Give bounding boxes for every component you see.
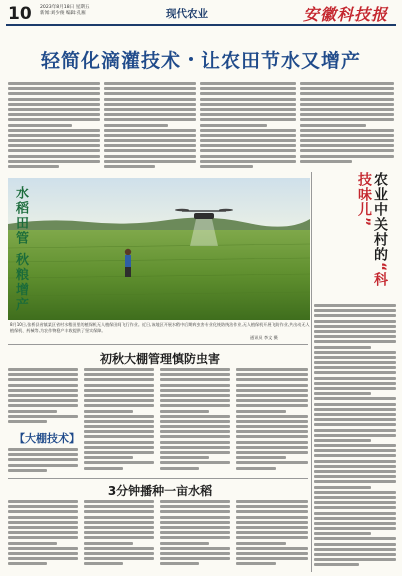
text-line <box>160 420 230 423</box>
text-line <box>84 526 154 529</box>
text-line <box>84 536 154 539</box>
text-line <box>236 420 308 423</box>
text-line <box>314 413 396 416</box>
text-line <box>300 82 394 85</box>
rice-article-col-1 <box>8 500 78 572</box>
text-line <box>314 423 396 426</box>
text-line <box>200 139 296 142</box>
text-line <box>8 542 57 545</box>
text-line <box>160 467 199 470</box>
text-line <box>314 543 396 546</box>
text-line <box>314 491 396 494</box>
text-line <box>8 453 78 456</box>
text-line <box>84 446 154 449</box>
text-line <box>200 149 296 152</box>
text-line <box>104 108 196 111</box>
text-line <box>200 129 296 132</box>
text-line <box>236 368 308 371</box>
text-line <box>160 378 230 381</box>
text-line <box>314 454 396 457</box>
photo-credit: 通讯员 李文 摄 <box>250 335 278 340</box>
text-line <box>200 124 267 127</box>
text-line <box>236 467 276 470</box>
text-line <box>8 118 100 121</box>
text-line <box>104 165 155 168</box>
text-line <box>8 87 100 90</box>
text-line <box>84 500 154 503</box>
text-line <box>8 536 78 539</box>
headline-part-1: 轻简化滴灌技术 <box>40 49 181 72</box>
text-line <box>84 441 154 444</box>
text-line <box>314 325 396 328</box>
photo-banner <box>12 186 40 313</box>
column-tag: 【大棚技术】 <box>14 432 80 445</box>
text-line <box>200 92 296 95</box>
text-line <box>8 92 100 95</box>
text-line <box>160 521 230 524</box>
text-line <box>104 149 196 152</box>
text-line <box>314 517 396 520</box>
greenhouse-article-col-4 <box>236 368 308 474</box>
masthead <box>0 0 402 42</box>
text-line <box>314 553 396 556</box>
text-line <box>300 118 394 121</box>
text-line <box>236 552 308 555</box>
text-line <box>160 399 230 402</box>
text-line <box>236 521 308 524</box>
text-line <box>8 149 100 152</box>
text-line <box>236 399 308 402</box>
text-line <box>314 480 396 483</box>
text-line <box>8 505 78 508</box>
text-line <box>314 444 396 447</box>
text-line <box>104 144 196 147</box>
text-line <box>8 469 47 472</box>
right-headline-prefix: 农业中关村的 <box>372 172 388 262</box>
text-line <box>84 415 154 418</box>
text-line <box>314 408 396 411</box>
text-line <box>8 458 78 461</box>
text-line <box>8 144 100 147</box>
text-line <box>160 456 209 459</box>
text-line <box>8 500 78 503</box>
text-line <box>300 144 394 147</box>
text-line <box>236 451 308 454</box>
text-line <box>314 382 396 385</box>
text-line <box>236 430 308 433</box>
text-line <box>236 435 308 438</box>
text-line <box>300 155 394 158</box>
text-line <box>200 155 296 158</box>
text-line <box>314 537 396 540</box>
text-line <box>300 92 394 95</box>
text-line <box>8 516 78 519</box>
text-line <box>8 108 100 111</box>
headline-dot <box>189 57 193 61</box>
text-line <box>160 410 209 413</box>
right-column-headline-text <box>356 172 388 302</box>
text-line <box>160 451 230 454</box>
text-line <box>84 531 154 534</box>
text-line <box>8 82 100 85</box>
right-headline-highlight: “科技味儿” <box>356 172 388 288</box>
text-line <box>236 516 308 519</box>
text-line <box>84 456 133 459</box>
text-line <box>314 366 396 369</box>
greenhouse-article-col-1 <box>8 368 78 426</box>
text-line <box>236 500 308 503</box>
issue-editors: 新闻:刘少俊 编辑:孔雁 <box>40 11 86 17</box>
text-line <box>200 160 296 163</box>
text-line <box>160 510 230 513</box>
text-line <box>84 516 154 519</box>
text-line <box>314 351 396 354</box>
issue-date: 2023年8月18日 星期五 <box>40 5 90 10</box>
text-line <box>300 134 394 137</box>
text-line <box>8 134 100 137</box>
lead-article-col-4 <box>300 82 394 170</box>
text-line <box>236 441 308 444</box>
text-line <box>84 467 123 470</box>
text-line <box>104 98 196 101</box>
text-line <box>84 552 154 555</box>
text-line <box>200 144 296 147</box>
text-line <box>104 134 196 137</box>
text-line <box>8 510 78 513</box>
text-line <box>160 384 230 387</box>
text-line <box>200 134 296 137</box>
article-headline-greenhouse: 初秋大棚管理慎防虫害 <box>99 352 220 366</box>
text-line <box>300 98 394 101</box>
text-line <box>314 330 396 333</box>
text-line <box>236 425 308 428</box>
text-line <box>160 557 230 560</box>
text-line <box>160 404 230 407</box>
text-line <box>314 403 396 406</box>
text-line <box>84 373 154 376</box>
lead-article-col-3 <box>200 82 296 174</box>
text-line <box>300 139 394 142</box>
text-line <box>160 389 230 392</box>
text-line <box>314 470 396 473</box>
text-line <box>200 87 296 90</box>
text-line <box>8 464 78 467</box>
text-line <box>8 448 78 451</box>
text-line <box>314 558 396 561</box>
text-line <box>8 124 72 127</box>
text-line <box>314 361 396 364</box>
text-line <box>160 500 230 503</box>
greenhouse-article-col-1b <box>8 448 78 474</box>
article-headline-rice-sowing: 3分钟播种一亩水稻 <box>107 484 213 498</box>
text-line <box>84 521 154 524</box>
top-rule <box>6 24 396 26</box>
text-line <box>84 461 154 464</box>
text-line <box>8 378 78 381</box>
section-divider-1 <box>8 344 308 345</box>
text-line <box>300 87 394 90</box>
text-line <box>236 373 308 376</box>
text-line <box>84 547 154 550</box>
text-line <box>314 392 371 395</box>
text-line <box>8 526 78 529</box>
text-line <box>160 425 230 428</box>
text-line <box>8 552 78 555</box>
text-line <box>314 465 396 468</box>
text-line <box>84 562 123 565</box>
text-line <box>314 563 359 566</box>
text-line <box>84 505 154 508</box>
text-line <box>84 425 154 428</box>
text-line <box>104 118 196 121</box>
photo-caption: 8月10日,张桥县省镇某区省村水稻田里的植保机无人植保田间飞行作业。近日,该地区开展水稻中后期病虫害专业化统防统治作业,无人植保机开展飞防作业,共出动无人植保机、药械等,为农作物稳产丰收提供了坚实保障。 <box>10 322 310 333</box>
text-line <box>160 446 230 449</box>
text-line <box>160 505 230 508</box>
text-line <box>160 531 230 534</box>
text-line <box>236 389 308 392</box>
text-line <box>236 461 308 464</box>
text-line <box>8 389 78 392</box>
text-line <box>236 557 308 560</box>
text-line <box>8 373 78 376</box>
text-line <box>236 456 286 459</box>
section-name: 现代农业 <box>166 8 208 20</box>
text-line <box>236 562 276 565</box>
text-line <box>84 430 154 433</box>
text-line <box>300 124 366 127</box>
text-line <box>84 410 133 413</box>
text-line <box>300 160 352 163</box>
text-line <box>84 404 154 407</box>
text-line <box>84 394 154 397</box>
right-column-headline <box>318 172 394 302</box>
text-line <box>236 536 308 539</box>
text-line <box>300 129 394 132</box>
text-line <box>8 562 47 565</box>
text-line <box>8 98 100 101</box>
text-line <box>8 394 78 397</box>
text-line <box>8 129 100 132</box>
text-line <box>236 542 286 545</box>
text-line <box>84 542 133 545</box>
text-line <box>160 526 230 529</box>
text-line <box>314 377 396 380</box>
text-line <box>8 113 100 116</box>
text-line <box>8 521 78 524</box>
text-line <box>314 397 396 400</box>
text-line <box>314 429 396 432</box>
text-line <box>314 527 396 530</box>
text-line <box>314 496 396 499</box>
greenhouse-article-col-3 <box>160 368 230 474</box>
text-line <box>8 139 100 142</box>
page-number: 10 <box>8 4 32 24</box>
text-line <box>104 103 196 106</box>
text-line <box>300 149 394 152</box>
text-line <box>236 446 308 449</box>
text-line <box>104 155 196 158</box>
text-line <box>314 304 396 307</box>
greenhouse-article-col-2 <box>84 368 154 474</box>
text-line <box>84 451 154 454</box>
text-line <box>104 160 196 163</box>
text-line <box>300 108 394 111</box>
text-line <box>200 113 296 116</box>
text-line <box>314 532 371 535</box>
text-line <box>314 309 396 312</box>
photo-banner-text: 水稻田管 秋粮增产 <box>13 186 28 313</box>
section-divider-2 <box>8 478 308 479</box>
lead-article-col-2 <box>104 82 196 174</box>
text-line <box>314 449 396 452</box>
rice-article-col-3 <box>160 500 230 572</box>
text-line <box>236 547 308 550</box>
text-line <box>8 415 78 418</box>
text-line <box>300 103 394 106</box>
text-line <box>160 415 230 418</box>
text-line <box>236 531 308 534</box>
text-line <box>8 399 78 402</box>
text-line <box>104 129 196 132</box>
text-line <box>314 340 396 343</box>
column-tag-word: 大棚技术 <box>25 432 69 445</box>
text-line <box>200 108 296 111</box>
text-line <box>84 384 154 387</box>
text-line <box>236 404 308 407</box>
main-headline <box>8 46 394 72</box>
issue-meta <box>40 5 89 18</box>
text-line <box>160 516 230 519</box>
text-line <box>314 346 371 349</box>
text-line <box>104 113 196 116</box>
text-line <box>84 510 154 513</box>
text-line <box>84 389 154 392</box>
text-line <box>160 547 230 550</box>
text-line <box>200 118 296 121</box>
text-line <box>314 548 396 551</box>
text-line <box>104 139 196 142</box>
text-line <box>160 461 230 464</box>
text-line <box>160 368 230 371</box>
text-line <box>160 430 230 433</box>
text-line <box>104 82 196 85</box>
headline-part-2: 让农田节水又增产 <box>201 49 362 72</box>
text-line <box>160 441 230 444</box>
text-line <box>160 542 209 545</box>
text-line <box>8 531 78 534</box>
text-line <box>84 420 154 423</box>
text-line <box>314 512 396 515</box>
paper-logo: 安徽科技报 <box>302 5 388 24</box>
text-line <box>8 420 47 423</box>
text-line <box>236 394 308 397</box>
text-line <box>8 165 59 168</box>
text-line <box>314 314 396 317</box>
text-line <box>84 378 154 381</box>
text-line <box>8 160 100 163</box>
text-line <box>314 356 396 359</box>
text-line <box>8 368 78 371</box>
feature-photo <box>8 178 310 320</box>
text-line <box>160 435 230 438</box>
text-line <box>160 394 230 397</box>
text-line <box>104 92 196 95</box>
text-line <box>236 526 308 529</box>
rice-article-col-4 <box>236 500 308 572</box>
text-line <box>160 552 230 555</box>
text-line <box>160 373 230 376</box>
text-line <box>236 384 308 387</box>
text-line <box>200 82 296 85</box>
text-line <box>200 98 296 101</box>
text-line <box>160 536 230 539</box>
lead-article-col-1 <box>8 82 100 174</box>
text-line <box>8 155 100 158</box>
text-line <box>314 506 396 509</box>
text-line <box>84 399 154 402</box>
text-line <box>314 439 371 442</box>
right-column-divider <box>311 172 312 572</box>
text-line <box>314 475 396 478</box>
text-line <box>314 460 396 463</box>
text-line <box>84 435 154 438</box>
text-line <box>314 501 396 504</box>
text-line <box>236 410 286 413</box>
text-line <box>104 87 196 90</box>
rice-field-drone-image <box>8 178 310 320</box>
rice-article-col-2 <box>84 500 154 572</box>
text-line <box>84 557 154 560</box>
text-line <box>236 415 308 418</box>
text-line <box>84 368 154 371</box>
text-line <box>300 113 394 116</box>
text-line <box>8 557 78 560</box>
text-line <box>314 434 396 437</box>
text-line <box>200 165 253 168</box>
text-line <box>8 103 100 106</box>
text-line <box>314 486 371 489</box>
text-line <box>8 404 78 407</box>
text-line <box>314 371 396 374</box>
text-line <box>314 522 396 525</box>
text-line <box>314 320 396 323</box>
text-line <box>314 418 396 421</box>
text-line <box>8 410 57 413</box>
farmer-figure <box>125 249 131 277</box>
text-line <box>236 510 308 513</box>
text-line <box>236 378 308 381</box>
text-line <box>200 103 296 106</box>
right-column-article <box>314 304 396 572</box>
text-line <box>236 505 308 508</box>
text-line <box>160 562 199 565</box>
text-line <box>314 335 396 338</box>
text-line <box>314 387 396 390</box>
text-line <box>104 124 168 127</box>
text-line <box>8 547 78 550</box>
text-line <box>8 384 78 387</box>
